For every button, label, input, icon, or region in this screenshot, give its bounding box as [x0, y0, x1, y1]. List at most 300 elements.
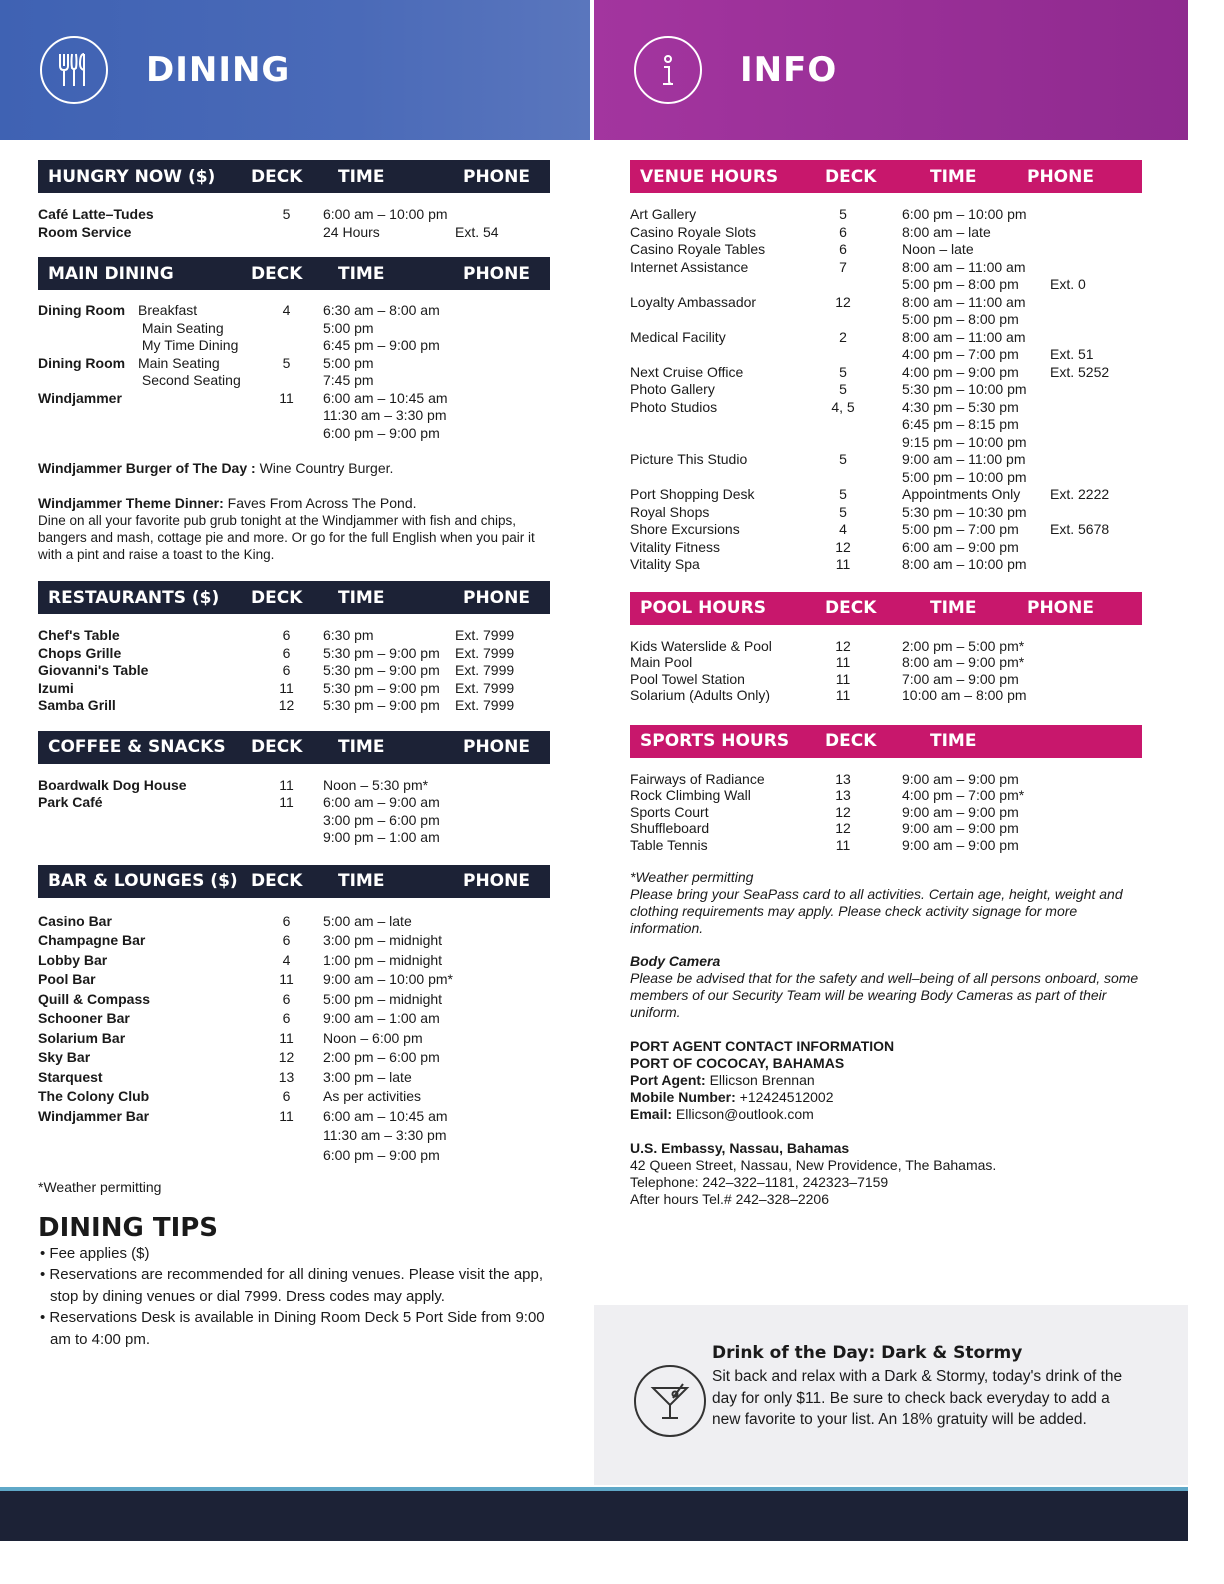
fork-knife-icon [40, 36, 108, 104]
deck: 11 [279, 776, 294, 793]
venue-name: Solarium (Adults Only) [630, 687, 771, 703]
info-icon [634, 36, 702, 104]
hungry-now-header [38, 160, 550, 193]
deck: 4 [839, 521, 847, 537]
time: 4:30 pm – 5:30 pm [902, 398, 1019, 415]
venue-name: Giovanni's Table [38, 662, 149, 678]
table-row [38, 627, 550, 645]
port-agent-label: Port Agent: [630, 1072, 706, 1088]
table-row [38, 1009, 550, 1029]
table-row [38, 645, 550, 663]
venue-name [38, 337, 138, 355]
deck: 12 [278, 1049, 295, 1065]
weather-footnote: *Weather permitting [38, 1179, 162, 1195]
phone [455, 206, 540, 224]
table-row [38, 680, 550, 698]
col-header: PHONE [463, 166, 530, 187]
time: 3:00 pm – midnight [323, 932, 443, 948]
venue-name: Chops Grille [38, 644, 122, 661]
venue-name [38, 1126, 260, 1146]
phone [455, 931, 540, 951]
time: 9:00 am – 9:00 pm [902, 803, 1019, 820]
time: 6:30 am – 8:00 am [323, 302, 440, 318]
phone [455, 1126, 540, 1146]
time: 6:00 am – 10:45 am [323, 389, 448, 406]
table-row [38, 372, 550, 390]
col-header: TIME [930, 598, 977, 618]
time: 6:00 pm – 9:00 pm [323, 1146, 440, 1163]
time: 4:00 pm – 7:00 pm* [902, 787, 1025, 803]
time: 9:00 am – 10:00 pm* [323, 971, 453, 987]
table-row [630, 837, 1142, 854]
deck [826, 469, 860, 487]
table-row [630, 771, 1142, 788]
time: 5:30 pm – 10:00 pm [902, 381, 1027, 397]
time: 8:00 am – 11:00 am [902, 258, 1026, 275]
table-row [38, 1107, 550, 1127]
phone [1050, 654, 1130, 671]
phone [455, 1068, 540, 1088]
deck: 11 [279, 971, 294, 987]
table-row [630, 346, 1142, 364]
phone: Ext. 7999 [455, 627, 515, 643]
port-subtitle: PORT OF COCOCAY, BAHAMAS [630, 1055, 845, 1071]
deck: 6 [839, 223, 847, 240]
info-title: INFO [740, 50, 838, 90]
info-banner [594, 0, 1188, 140]
col-header: POOL HOURS [640, 598, 766, 618]
venue-name: Dining Room [38, 354, 126, 371]
meal: My Time Dining [138, 337, 239, 353]
table-row [38, 912, 550, 932]
footer-bar [0, 1487, 1188, 1541]
deck: 5 [282, 354, 291, 371]
port-agent-info [630, 1038, 1142, 1123]
deck: 11 [835, 687, 851, 703]
venue-hours-header [630, 160, 1142, 193]
coffee-snacks-header [38, 731, 550, 764]
venue-name: Art Gallery [630, 206, 697, 222]
time: 5:00 pm [323, 319, 374, 336]
table-row [38, 697, 550, 715]
phone [455, 390, 540, 408]
venue-name [630, 434, 826, 452]
table-row [630, 294, 1142, 312]
col-header: DECK [251, 871, 303, 891]
phone [455, 1029, 540, 1049]
venue-name: Solarium Bar [38, 1029, 126, 1046]
phone [1050, 311, 1130, 329]
phone: Ext. 0 [1050, 276, 1086, 292]
col-header: DECK [825, 731, 877, 751]
deck: 11 [835, 670, 851, 687]
theme-value: Faves From Across The Pond. [223, 494, 417, 511]
time: 5:00 pm – 10:00 pm [902, 468, 1027, 485]
venue-name [38, 425, 138, 443]
time: 9:00 am – 9:00 pm [902, 836, 1019, 853]
table-row [38, 829, 550, 847]
deck: 7 [839, 258, 847, 275]
col-header: SPORTS HOURS [640, 731, 790, 751]
hungry-now-table [38, 206, 550, 241]
col-header: DECK [825, 598, 877, 618]
time: Noon – late [902, 241, 974, 257]
time: 6:00 am – 9:00 am [323, 794, 440, 810]
deck [260, 320, 313, 338]
venue-name: Shore Excursions [630, 521, 740, 537]
venue-hours-table [630, 206, 1142, 574]
deck: 12 [835, 803, 851, 820]
deck: 6 [282, 1010, 291, 1026]
phone [455, 1087, 540, 1107]
table-row [630, 638, 1142, 655]
pool-hours-header [630, 592, 1142, 625]
col-header: PHONE [1027, 598, 1094, 618]
list-item: • Fee applies ($) [38, 1243, 550, 1265]
phone: Ext. 2222 [1050, 486, 1110, 502]
table-row [38, 302, 550, 320]
venue-name: Loyalty Ambassador [630, 293, 757, 310]
venue-name [630, 416, 826, 434]
time: 5:30 pm – 9:00 pm [323, 662, 440, 678]
venue-name [38, 829, 260, 847]
email-label: Email: [630, 1106, 673, 1122]
bars-table [38, 912, 550, 1166]
burger-value: Wine Country Burger. [255, 460, 394, 476]
phone [1050, 504, 1130, 522]
table-row [38, 1068, 550, 1088]
venue-name: Champagne Bar [38, 932, 146, 948]
phone [1050, 241, 1130, 259]
deck: 12 [835, 538, 851, 555]
list-item: • Reservations are recommended for all dining venues. Please visit the app, stop by dining venues or dial 7999. Dress codes may apply. [38, 1264, 550, 1307]
phone [455, 407, 540, 425]
col-header: DECK [251, 166, 303, 187]
phone [455, 302, 540, 320]
phone [1050, 434, 1130, 452]
phone: Ext. 7999 [455, 697, 515, 713]
table-row [630, 329, 1142, 347]
venue-name: Sky Bar [38, 1049, 91, 1065]
embassy-after-hours: After hours Tel.# 242–328–2206 [630, 1191, 830, 1207]
table-row [38, 1146, 550, 1166]
meal: Main Seating [138, 354, 220, 371]
deck [260, 372, 313, 390]
venue-name: Izumi [38, 679, 74, 696]
time: 8:00 am – 11:00 am [902, 293, 1026, 310]
time: 2:00 pm – 6:00 pm [323, 1049, 440, 1065]
time: 11:30 am – 3:30 pm [323, 1127, 447, 1143]
time: 9:00 am – 9:00 pm [902, 820, 1019, 836]
deck: 6 [282, 990, 291, 1007]
deck: 12 [835, 637, 851, 654]
col-header: DECK [251, 737, 303, 757]
phone [455, 794, 540, 812]
table-row [630, 399, 1142, 417]
deck [260, 1146, 313, 1166]
theme-label: Windjammer Theme Dinner: [38, 494, 224, 511]
table-row [38, 951, 550, 971]
table-row [630, 820, 1142, 837]
col-header: PHONE [463, 587, 530, 608]
theme-description: Dine on all your favorite pub grub tonight at the Windjammer with fish and chips, bangers and mash, cottage pie and more. Or go for the full English when you pair it with a pint and raise a toast to the King. [38, 513, 535, 562]
time: 5:00 pm – midnight [323, 990, 443, 1007]
deck: 4, 5 [831, 398, 855, 415]
table-row [630, 364, 1142, 382]
table-row [38, 1087, 550, 1107]
time: 5:30 pm – 10:30 pm [902, 503, 1027, 520]
time: 6:00 am – 10:00 pm [323, 206, 448, 222]
dining-tips-list [38, 1243, 550, 1351]
table-row [38, 812, 550, 830]
phone [455, 970, 540, 990]
time: 5:30 pm – 9:00 pm [323, 679, 440, 696]
drink-of-the-day [594, 1305, 1188, 1485]
mobile-value: +12424512002 [735, 1089, 834, 1105]
drink-title: Drink of the Day: Dark & Stormy [712, 1343, 1023, 1363]
venue-name: Vitality Fitness [630, 538, 720, 555]
col-header: PHONE [1027, 166, 1094, 187]
time: 6:30 pm [323, 627, 374, 643]
phone [455, 337, 540, 355]
deck: 4 [282, 951, 291, 968]
deck: 5 [839, 486, 847, 502]
venue-name: Shuffleboard [630, 820, 710, 836]
phone [1050, 787, 1130, 804]
phone [1050, 416, 1130, 434]
drink-body [712, 1343, 1142, 1431]
venue-name: Royal Shops [630, 503, 710, 520]
table-row [38, 777, 550, 795]
venue-name: Room Service [38, 223, 132, 240]
port-title: PORT AGENT CONTACT INFORMATION [630, 1038, 895, 1054]
phone: Ext. 5678 [1050, 521, 1110, 537]
venue-name: Kids Waterslide & Pool [630, 637, 772, 654]
table-row [630, 804, 1142, 821]
time: 3:00 pm – late [323, 1068, 412, 1085]
time: 8:00 am – 11:00 am [902, 328, 1026, 345]
time: 8:00 am – 10:00 pm [902, 556, 1027, 572]
deck: 13 [835, 770, 851, 787]
deck: 6 [282, 627, 291, 643]
deck: 11 [835, 654, 851, 670]
venue-name [38, 1146, 260, 1166]
col-header: DECK [251, 587, 303, 608]
phone [1050, 259, 1130, 277]
cocktail-icon [634, 1365, 706, 1437]
dining-title: DINING [146, 50, 291, 90]
col-header: TIME [338, 263, 385, 284]
col-header: TIME [930, 166, 977, 187]
phone [1050, 399, 1130, 417]
body-camera-title: Body Camera [630, 953, 721, 969]
deck: 11 [279, 794, 294, 810]
info-notes [630, 869, 1142, 937]
drink-text: Sit back and relax with a Dark & Stormy, today's drink of the day for only $11. Be sure to check back everyday to add a new favorite to your list. An 18% gratuity will be added. [712, 1368, 1123, 1428]
time: 5:30 pm – 9:00 pm [323, 644, 440, 661]
deck: 2 [839, 328, 847, 345]
sports-hours-table [630, 771, 1142, 854]
table-row [630, 259, 1142, 277]
venue-name: Casino Bar [38, 912, 112, 929]
table-row [630, 671, 1142, 688]
col-header: COFFEE & SNACKS [48, 737, 226, 757]
time: 5:00 pm [323, 354, 374, 371]
meal: Breakfast [138, 302, 198, 318]
time: 3:00 pm – 6:00 pm [323, 811, 440, 828]
list-item: • Reservations Desk is available in Dining Room Deck 5 Port Side from 9:00 am to 4:00 pm. [38, 1307, 550, 1350]
table-row [38, 1029, 550, 1049]
body-camera-text: Please be advised that for the safety and well–being of all persons onboard, some members of our Security Team will be wearing Body Cameras as part of their uniform. [630, 970, 1139, 1020]
venue-name [38, 320, 138, 338]
phone [455, 1146, 540, 1166]
table-row [630, 276, 1142, 294]
footer-accent-line [0, 1487, 1188, 1491]
phone [455, 355, 540, 373]
time: 11:30 am – 3:30 pm [323, 407, 447, 423]
phone [455, 1009, 540, 1029]
table-row [630, 504, 1142, 522]
col-header: DECK [251, 263, 303, 284]
time: 6:45 pm – 8:15 pm [902, 416, 1019, 432]
phone [455, 1048, 540, 1068]
col-header: TIME [338, 871, 385, 891]
seapass-note: Please bring your SeaPass card to all activities. Certain age, height, weight and clothing requirements may apply. Please check activity signage for more information. [630, 886, 1123, 936]
phone [1050, 771, 1130, 788]
main-dining-header [38, 257, 550, 290]
venue-name: The Colony Club [38, 1088, 150, 1104]
time: 5:00 pm – 8:00 pm [902, 276, 1019, 292]
table-row [630, 787, 1142, 804]
phone [1050, 837, 1130, 854]
deck [826, 311, 860, 329]
phone [1050, 687, 1130, 704]
table-row [38, 662, 550, 680]
phone: Ext. 54 [455, 223, 499, 240]
table-row [630, 381, 1142, 399]
port-agent-value: Ellicson Brennan [705, 1072, 815, 1088]
table-row [38, 355, 550, 373]
phone [1050, 638, 1130, 655]
table-row [630, 416, 1142, 434]
table-row [630, 486, 1142, 504]
phone [455, 372, 540, 390]
venue-name: Vitality Spa [630, 556, 700, 572]
venue-name: Schooner Bar [38, 1010, 130, 1026]
body-camera-note [630, 953, 1142, 1021]
dining-banner [0, 0, 590, 140]
deck: 11 [835, 836, 851, 853]
venue-name: Quill & Compass [38, 990, 151, 1007]
phone [1050, 294, 1130, 312]
venue-name: Medical Facility [630, 328, 726, 345]
venue-name: Pool Bar [38, 971, 96, 987]
venue-name [630, 276, 826, 294]
time: 5:30 pm – 9:00 pm [323, 697, 440, 713]
deck: 6 [282, 932, 291, 948]
venue-name: Fairways of Radiance [630, 770, 765, 787]
deck: 11 [279, 1029, 294, 1046]
deck: 5 [839, 363, 847, 380]
phone [455, 777, 540, 795]
phone [455, 912, 540, 932]
dining-tips-title: DINING TIPS [38, 1212, 219, 1243]
deck: 6 [282, 662, 291, 678]
embassy-info [630, 1140, 1142, 1208]
venue-name: Next Cruise Office [630, 363, 744, 380]
venue-name: Chef's Table [38, 627, 120, 643]
col-header: TIME [930, 731, 977, 751]
time: Noon – 5:30 pm* [323, 776, 429, 793]
deck: 5 [839, 381, 847, 397]
venue-name: Internet Assistance [630, 258, 749, 275]
venue-name: Picture This Studio [630, 451, 748, 467]
phone: Ext. 5252 [1050, 363, 1110, 380]
time: 8:00 am – late [902, 223, 991, 240]
pool-hours-table [630, 638, 1142, 704]
time: 4:00 pm – 7:00 pm [902, 346, 1019, 362]
bars-header [38, 865, 550, 898]
deck [260, 829, 313, 847]
table-row [630, 556, 1142, 574]
col-header: HUNGRY NOW ($) [48, 166, 216, 187]
deck: 5 [839, 503, 847, 520]
time: Noon – 6:00 pm [323, 1029, 423, 1046]
table-row [630, 469, 1142, 487]
restaurants-header [38, 581, 550, 614]
time: 1:00 pm – midnight [323, 951, 443, 968]
phone: Ext. 7999 [455, 644, 515, 661]
time: 9:00 am – 11:00 pm [902, 451, 1026, 467]
venue-name: Starquest [38, 1068, 103, 1085]
deck: 6 [282, 1088, 291, 1104]
deck [260, 407, 313, 425]
venue-name [38, 372, 138, 390]
meal: Main Seating [138, 319, 224, 336]
col-header: TIME [338, 166, 385, 187]
deck: 4 [282, 302, 291, 318]
venue-name: Windjammer [38, 389, 122, 406]
phone [455, 951, 540, 971]
col-header: PHONE [463, 737, 530, 757]
phone [1050, 381, 1130, 399]
venue-name: Pool Towel Station [630, 670, 745, 687]
venue-name [38, 812, 260, 830]
table-row [38, 206, 550, 224]
venue-name: Main Pool [630, 654, 693, 670]
table-row [630, 521, 1142, 539]
venue-name: Dining Room [38, 302, 126, 318]
burger-label: Windjammer Burger of The Day : [38, 460, 256, 476]
table-row [630, 539, 1142, 557]
table-row [38, 1048, 550, 1068]
table-row [38, 320, 550, 338]
deck: 6 [282, 644, 291, 661]
burger-of-the-day [38, 460, 550, 478]
col-header: TIME [338, 737, 385, 757]
venue-name: Rock Climbing Wall [630, 787, 751, 803]
table-row [630, 311, 1142, 329]
phone [1050, 224, 1130, 242]
table-row [38, 390, 550, 408]
time: 4:00 pm – 9:00 pm [902, 363, 1019, 380]
venue-name: Sports Court [630, 803, 709, 820]
col-header: BAR & LOUNGES ($) [48, 871, 238, 891]
venue-name: Casino Royale Tables [630, 241, 766, 257]
deck [260, 337, 313, 355]
table-row [38, 407, 550, 425]
table-row [630, 224, 1142, 242]
